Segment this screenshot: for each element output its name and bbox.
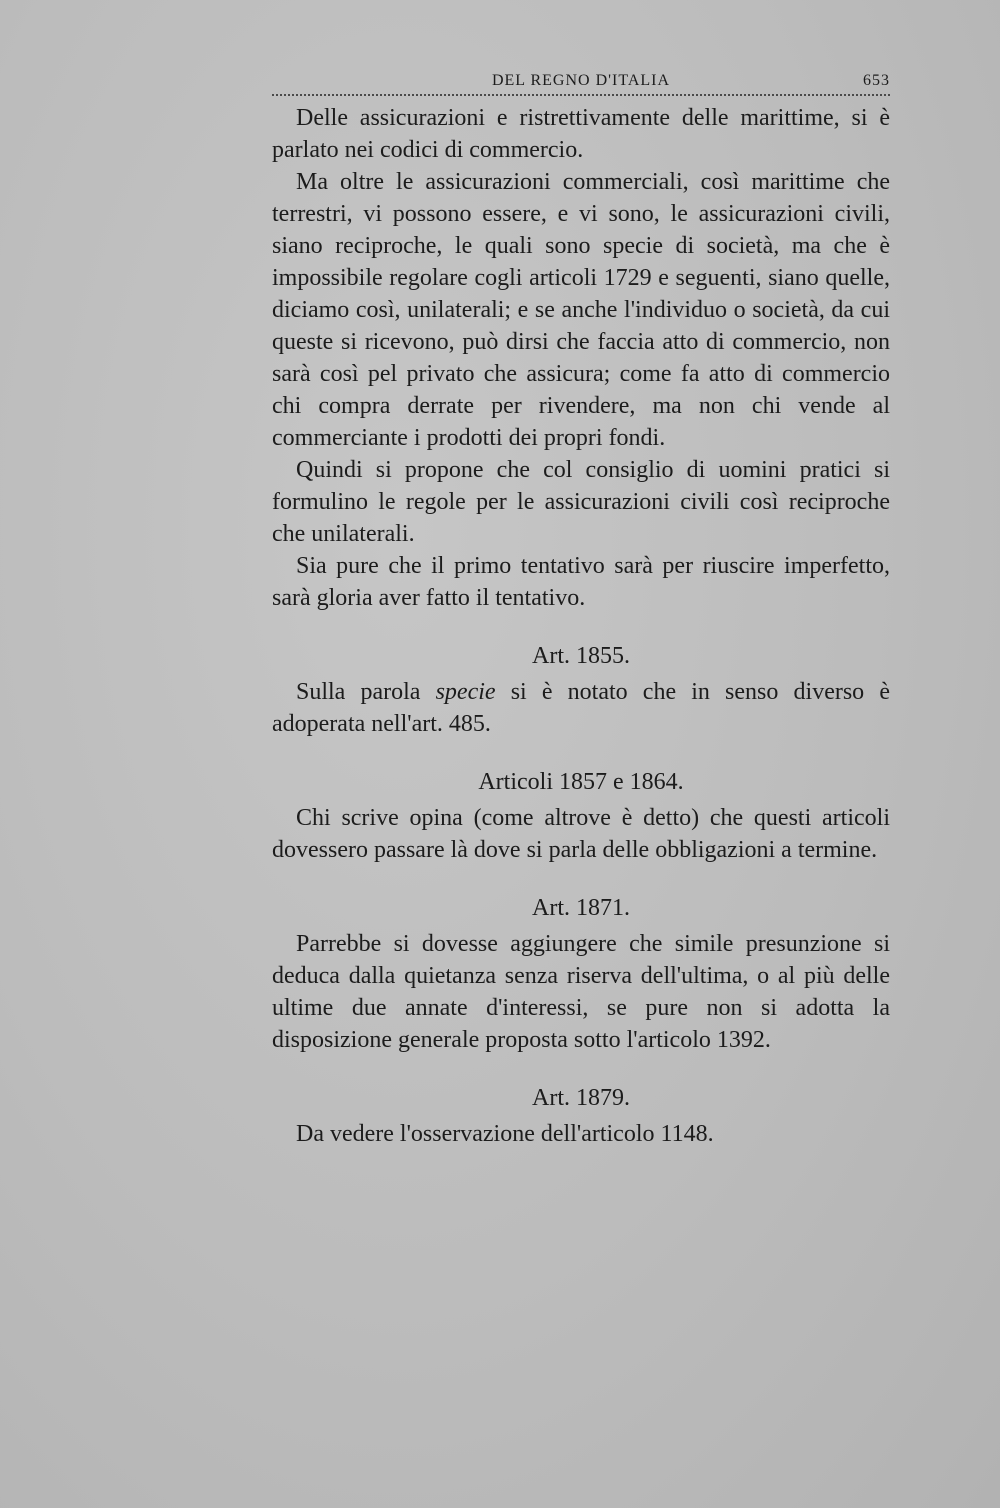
article-text-italic: specie bbox=[435, 679, 496, 705]
page-header bbox=[272, 66, 890, 94]
paragraph: Sia pure che il primo tentativo sarà per riuscire imperfetto, sarà gloria aver fatto il tentativo. bbox=[272, 553, 890, 611]
article-heading: Art. 1871. bbox=[532, 895, 630, 921]
paragraph: Quindi si propone che col consiglio di uomini pratici si formulino le regole per le assicurazioni civili così reciproche che unilaterali. bbox=[272, 457, 890, 547]
paragraph: Ma oltre le assicurazioni commerciali, così marittime che terrestri, vi possono essere, e vi sono, le assicurazioni civili, siano reciproche, le quali sono specie di società, ma che è impossibile regolare cogli articoli 1729 e seguenti, siano quelle, diciamo così, unilaterali; e se anche l'individuo o società, da cui queste si ricevono, può dirsi che faccia atto di commercio, non sarà così pel privato che assicura; come fa atto di commercio chi compra derrate per rivendere, ma non chi vende al commerciante i prodotti dei propri fondi. bbox=[272, 169, 890, 451]
article-heading: Art. 1855. bbox=[532, 643, 630, 669]
running-head: DEL REGNO D'ITALIA bbox=[491, 72, 671, 89]
article-heading: Art. 1879. bbox=[532, 1085, 630, 1111]
article-text: Chi scrive opina (come altrove è detto) che questi articoli dovessero passare là dove si parla delle obbligazioni a termine. bbox=[272, 805, 890, 863]
paragraph: Delle assicurazioni e ristrettivamente delle marittime, si è parlato nei codici di commercio. bbox=[272, 105, 890, 163]
article-text-part: Sulla parola bbox=[296, 679, 436, 705]
article-heading: Articoli 1857 e 1864. bbox=[478, 769, 684, 795]
book-page bbox=[272, 66, 890, 1150]
article-text: Da vedere l'osservazione dell'articolo 1148. bbox=[296, 1121, 714, 1147]
header-rule bbox=[272, 94, 890, 96]
article-text bbox=[272, 676, 890, 740]
article-text: Parrebbe si dovesse aggiungere che simile presunzione si deduca dalla quietanza senza riserva dell'ultima, o al più delle ultime due annate d'interessi, se pure non si adotta la disposizione generale proposta sotto l'articolo 1392. bbox=[272, 931, 890, 1053]
article-text-part: si è notato che in senso diverso è adoperata nell'art. 485. bbox=[272, 679, 890, 737]
page-number: 653 bbox=[863, 72, 890, 89]
